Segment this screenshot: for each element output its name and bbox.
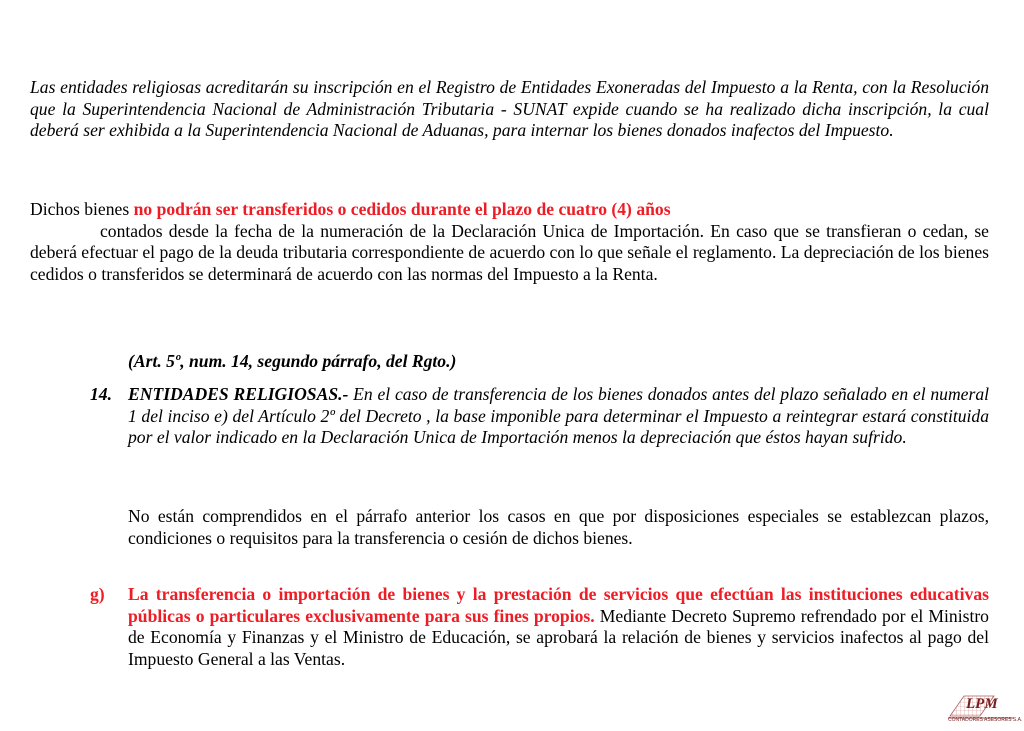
paragraph-lead: Dichos bienes [30,199,134,219]
paragraph-text: contados desde la fecha de la numeración de la Declaración Unica de Importación. En caso que se transfieran o cedan, se deberá efectuar el pago de la deuda tributaria correspondiente de acuerdo con lo que señale el reglamento. La depreciación de los bienes cedidos o transferidos se determinará de acuerdo con las normas del Impuesto a la Renta. [30,220,989,284]
item-text: Mediante Decreto Supremo refrendado por el Ministro de Economía y Finanzas y el Ministro de Educación, se aprobará la relación de bienes y servicios inafectos al pago del Impuesto General a las Ventas. [128,605,989,669]
list-item-g [30,584,989,670]
paragraph-text: No están comprendidos en el párrafo anterior los casos en que por disposiciones especiales se establezcan plazos, condiciones o requisitos para la transferencia o cesión de dichos bienes. [128,506,989,548]
item-body [128,506,989,549]
item-body [128,584,989,670]
company-logo [948,694,1023,726]
item-number: 14. [90,384,112,404]
item-body [128,384,989,449]
paragraph-text: Las entidades religiosas acreditarán su inscripción en el Registro de Entidades Exoneradas del Impuesto a la Renta, con la Resolución que la Superintendencia Nacional de Administración Tributaria - SUNAT expide cuando se ha realizado dicha inscripción, la cual deberá ser exhibida a la Superintendencia Nacional de Aduanas, para internar los bienes donados inafectos del Impuesto. [30,77,989,140]
item-text: En el caso de transferencia de los bienes donados antes del plazo señalado en el numeral 1 del inciso e) del Artículo 2º del Decreto , la base imponible para determinar el Impuesto a reintegrar estará constituida por el valor indicado en la Declaración Unica de Importación menos la depreciación que éstos hayan sufrido. [128,384,990,447]
logo-name: LPM [966,696,998,712]
item-letter: g) [90,584,105,604]
paragraph-religious-entities [30,77,989,142]
article-reference [128,351,989,373]
item-heading: ENTIDADES RELIGIOSAS.- [128,384,349,404]
list-item-14 [30,384,989,449]
reference-text: (Art. 5º, num. 14, segundo párrafo, del Rgto.) [128,351,457,371]
highlight-text: no podrán ser transferidos o cedidos durante el plazo de cuatro (4) años [133,199,671,219]
highlight-text: La transferencia o importación de bienes y la prestación de servicios que efectúan las instituciones educativas públicas o particulares exclusivamente para sus fines propios. [128,584,989,626]
paragraph-exclusions [30,506,989,549]
logo-subtitle: CONTADORES ASESORES S.A. [948,717,1023,723]
paragraph-transfer-restriction [30,199,989,285]
